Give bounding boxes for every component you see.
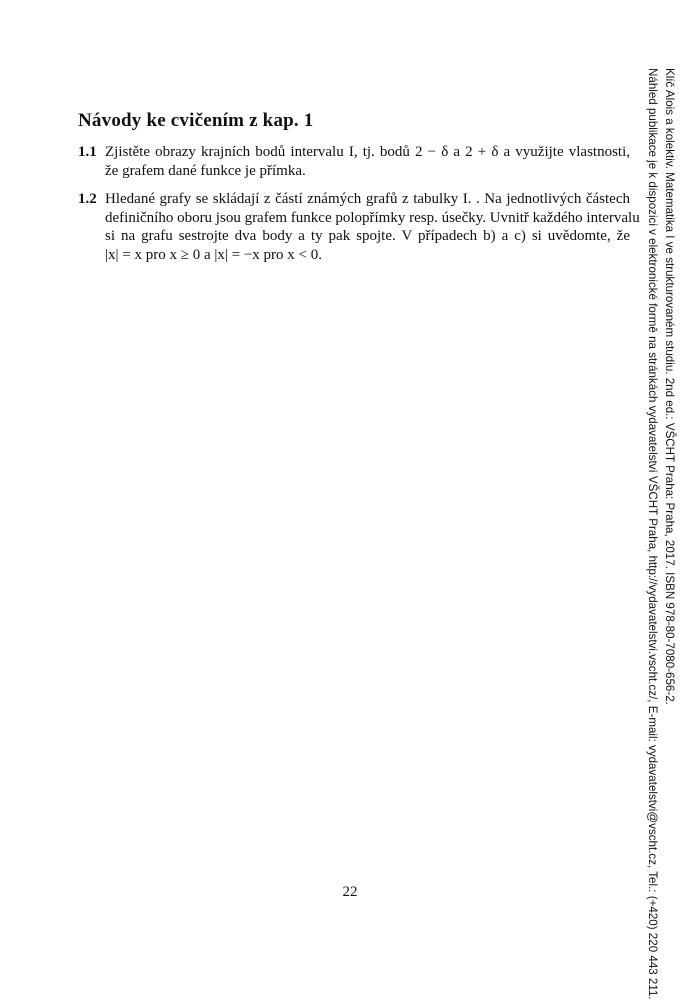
section-heading: Návody ke cvičením z kap. 1	[78, 110, 314, 131]
side-note-publisher-info: Náhled publikace je k dispozici v elektronické formě na stránkách vydavatelství VŠCHT Praha, http://vydavatelstvi.vscht.cz/, E-mail: vydavatelstvi@vscht.cz, Tel.: (+420) 220 443 211.	[646, 68, 659, 1000]
exercise-text-line: Zjistěte obrazy krajních bodů intervalu I, tj. bodů 2 − δ a 2 + δ a využijte vlastnosti,	[105, 144, 630, 160]
exercise-text-line: |x| = x pro x ≥ 0 a |x| = −x pro x < 0.	[105, 246, 322, 263]
page-number: 22	[342, 884, 358, 900]
exercise-text-line: definičního oboru jsou grafem funkce polopřímky resp. úsečky. Uvnitř každého intervalu	[105, 209, 640, 226]
side-note	[642, 68, 678, 1000]
exercise-1-1	[78, 143, 630, 180]
exercise-number: 1.2	[78, 191, 97, 207]
exercise-1-2	[78, 190, 640, 264]
exercise-text-line: Hledané grafy se skládají z částí známých grafů z tabulky I. . Na jednotlivých částech	[105, 191, 630, 207]
exercise-number: 1.1	[78, 144, 97, 160]
exercise-text-line: si na grafu sestrojte dva body a ty pak spojte. V případech b) a c) si uvědomte, že	[105, 228, 630, 244]
exercise-text-line: že grafem dané funkce je přímka.	[105, 162, 306, 179]
side-note-citation: Klíč Alois a kolektiv. Matematika I ve strukturovaném studiu. 2nd ed.: VŠCHT Praha: Praha, 2017. ISBN 978-80-7080-656-2.	[663, 68, 676, 705]
